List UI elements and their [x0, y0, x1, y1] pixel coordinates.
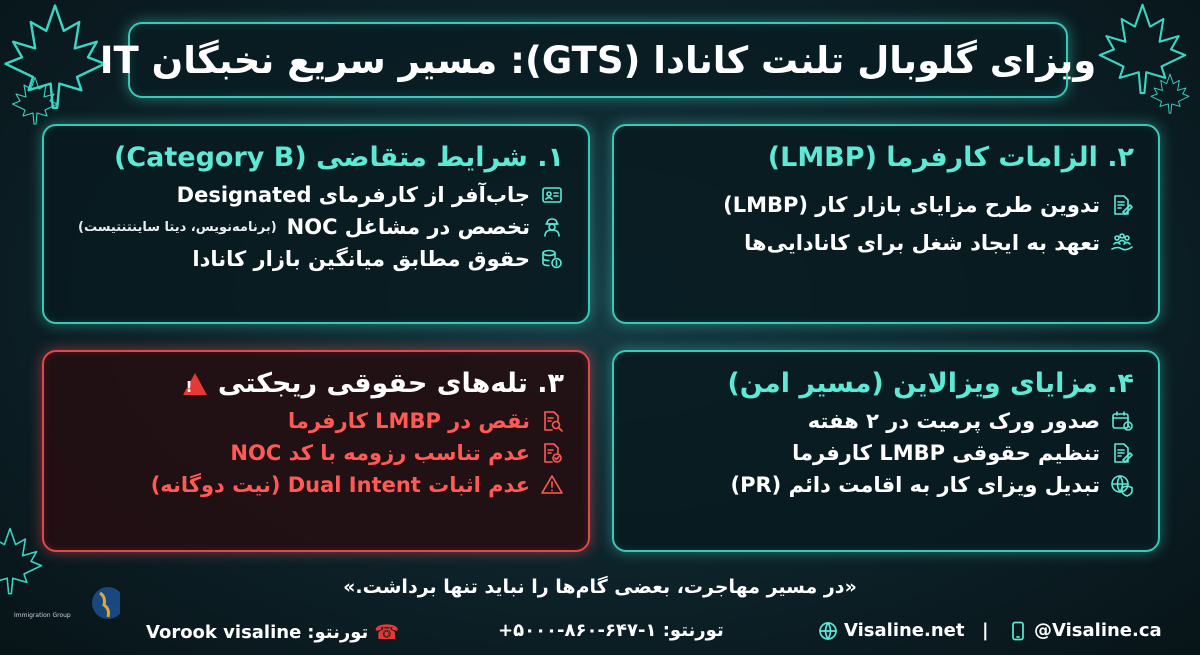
calendar-clock-icon: [1110, 409, 1134, 433]
card-title: ۴. مزایای ویزالاین (مسیر امن): [727, 368, 1134, 399]
svg-text:!: !: [185, 377, 193, 396]
id-card-icon: [540, 183, 564, 207]
card-title: ۱. شرایط متقاضی (Category B): [113, 142, 564, 173]
coins-icon: [540, 247, 564, 271]
quote-text: «در مسیر مهاجرت، بعضی گام‌ها را نباید تنها برداشت.»: [343, 576, 857, 598]
list-item: تبدیل ویزای کار به اقامت دائم (PR): [638, 473, 1134, 497]
document-check-icon: [540, 441, 564, 465]
telephone-icon: ☎: [374, 620, 400, 644]
document-search-icon: [540, 409, 564, 433]
warning-icon: [182, 372, 208, 396]
list-item: عدم تناسب رزومه با کد NOC: [68, 441, 564, 465]
footer-instagram[interactable]: @Visaline.ca: [1008, 620, 1162, 641]
document-edit-icon: [1110, 441, 1134, 465]
list-item: تدوین طرح مزایای بازار کار (LMBP): [638, 193, 1134, 217]
list-item: تعهد به ایجاد شغل برای کانادایی‌ها: [638, 231, 1134, 255]
document-edit-icon: [1110, 193, 1134, 217]
list-item: عدم اثبات Dual Intent (نیت دوگانه): [68, 473, 564, 497]
phone-icon: [1008, 621, 1028, 641]
people-hand-icon: [1110, 231, 1134, 255]
list-item: نقص در LMBP کارفرما: [68, 409, 564, 433]
maple-leaf-icon: [5, 75, 65, 125]
card-visaline-benefits: [612, 350, 1160, 552]
footer-separator: |: [982, 620, 989, 641]
footer-toronto-phone[interactable]: تورنتو: ۱-۶۴۷-۸۶۰-۵۰۰۰+: [498, 620, 724, 641]
card-candidate-requirements: [42, 124, 590, 324]
visaline-logo: [10, 575, 120, 635]
worker-icon: [540, 215, 564, 239]
card-title: ۲. الزامات کارفرما (LMBP): [767, 142, 1134, 173]
list-item: حقوق مطابق میانگین بازار کانادا: [68, 247, 564, 271]
card-title: ۳. تله‌های حقوقی ریجکتی !: [68, 368, 564, 399]
list-item: جاب‌آفر از کارفرمای Designated: [68, 183, 564, 207]
card-legal-traps: [42, 350, 590, 552]
title-banner: [99, 22, 1097, 98]
globe-shield-icon: [1110, 473, 1134, 497]
maple-leaf-icon: [1145, 72, 1195, 114]
footer-website[interactable]: Visaline.net: [818, 620, 964, 641]
list-item: صدور ورک پرمیت در ۲ هفته: [638, 409, 1134, 433]
footer-toronto-office[interactable]: Vorook visaline تورنتو: ☎: [146, 620, 400, 644]
list-item: تنظیم حقوقی LMBP کارفرما: [638, 441, 1134, 465]
page-title: ویزای گلوبال تلنت کانادا (GTS): مسیر سریع نخبگان IT: [99, 38, 1097, 82]
globe-icon: [818, 621, 838, 641]
card-employer-requirements: [612, 124, 1160, 324]
svg-text:Immigration Group: Immigration Group: [14, 612, 71, 619]
warning-icon: [540, 473, 564, 497]
list-item: تخصص در مشاغل NOC (برنامه‌نویس، دیتا ساینتنتیست): [68, 215, 564, 239]
